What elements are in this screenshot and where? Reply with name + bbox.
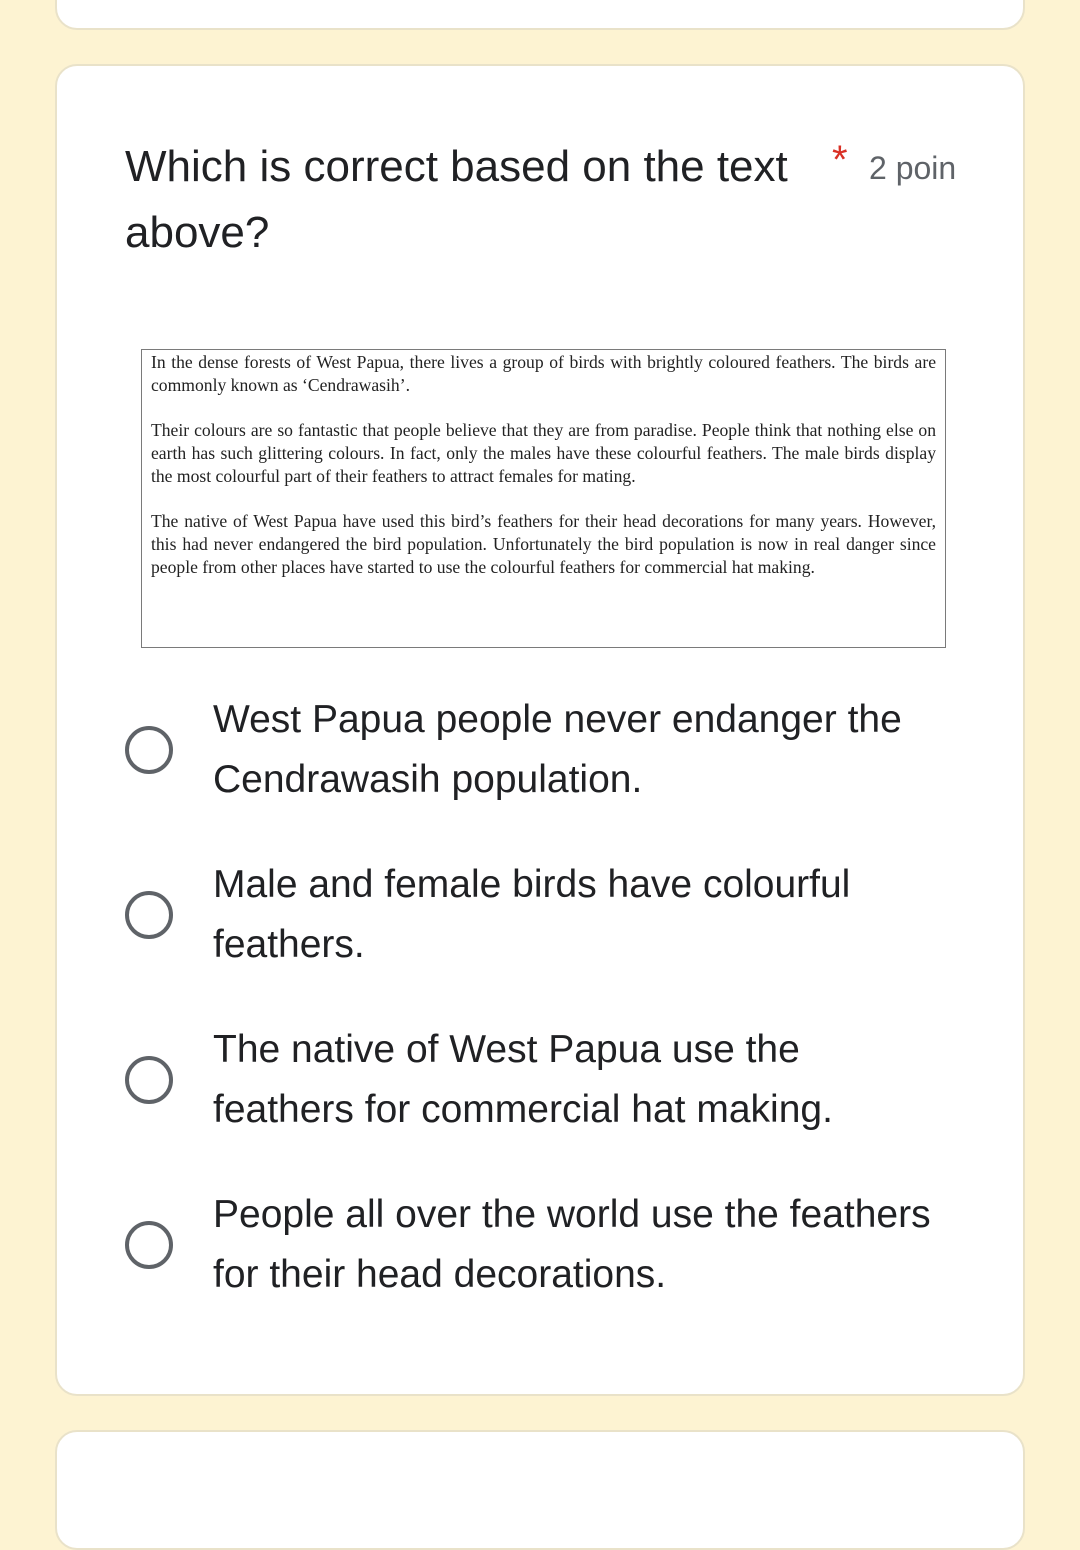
- radio-button[interactable]: [125, 1056, 173, 1104]
- question-title: Which is correct based on the text above?: [125, 142, 788, 257]
- question-card: [55, 64, 1025, 1396]
- answer-option-label[interactable]: West Papua people never endanger the Cendrawasih population.: [213, 698, 902, 801]
- answer-option[interactable]: [123, 1187, 1003, 1317]
- next-question-card: [55, 1430, 1025, 1550]
- answer-option-label[interactable]: People all over the world use the feathers for their head decorations.: [213, 1193, 931, 1296]
- passage-paragraph: In the dense forests of West Papua, there lives a group of birds with brightly coloured feathers. The birds are commonly known as ‘Cendrawasih’.: [151, 352, 936, 395]
- previous-question-card: [55, 0, 1025, 30]
- answer-option[interactable]: [123, 857, 1003, 987]
- radio-button[interactable]: [125, 1221, 173, 1269]
- required-asterisk: *: [832, 138, 848, 182]
- radio-button[interactable]: [125, 891, 173, 939]
- reading-passage-image: [141, 349, 946, 648]
- radio-button[interactable]: [125, 726, 173, 774]
- answer-option[interactable]: [123, 692, 1003, 822]
- answer-option[interactable]: [123, 1022, 1003, 1152]
- points-label: 2 poin: [869, 150, 957, 186]
- answer-option-label[interactable]: Male and female birds have colourful feathers.: [213, 863, 851, 966]
- passage-paragraph: The native of West Papua have used this bird’s feathers for their head decorations for many years. However, this had never endangered the bird population. Unfortunately the bird population is now in real danger since people from other places have started to use the colourful feathers for commercial hat making.: [151, 511, 936, 577]
- passage-paragraph: Their colours are so fantastic that people believe that they are from paradise. People think that nothing else on earth has such glittering colours. In fact, only the males have these colourful feathers. The male birds display the most colourful part of their feathers to attract females for mating.: [151, 420, 936, 486]
- answer-option-label[interactable]: The native of West Papua use the feathers for commercial hat making.: [213, 1028, 833, 1131]
